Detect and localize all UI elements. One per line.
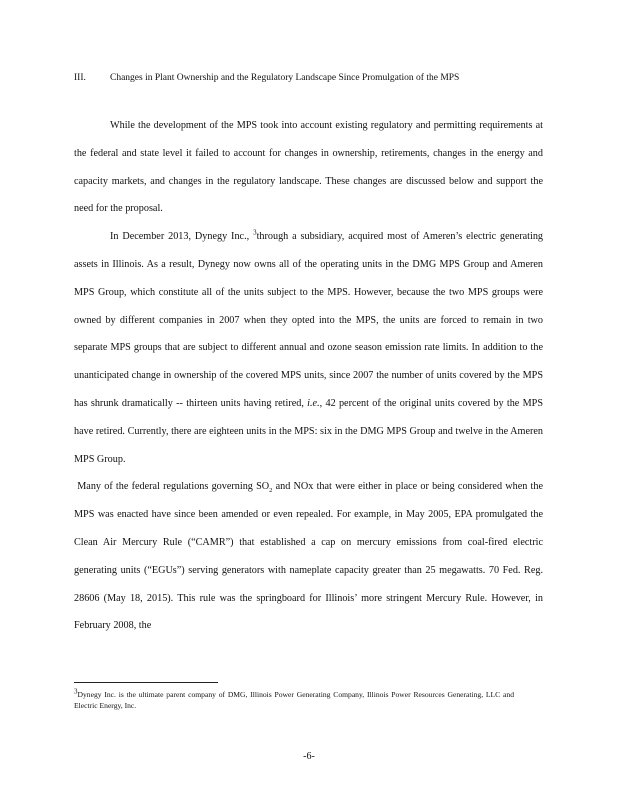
footnote-text: Dynegy Inc. is the ultimate parent company of DMG, Illinois Power Generating Company, Illinois Power Resources Generating, LLC and Electric Energy, Inc. [74,690,514,710]
paragraph-dynegy-text-end: , 42 percent of the original units covered by the MPS have retired. Currently, there are eighteen units in the MPS: six in the DMG MPS Group and twelve in the Ameren MPS Group. [74,397,543,465]
paragraph-dynegy-text-start: In December 2013, Dynegy Inc., [110,231,254,243]
section-title: Changes in Plant Ownership and the Regulatory Landscape Since Promulgation of the MPS [110,73,460,83]
footnote-reference: 3 [253,228,257,237]
section-number: III. [74,73,86,83]
paragraph-federal-regulations [74,473,543,640]
paragraph-federal-text-end: and NOx that were either in place or being considered when the MPS was enacted have since been amended or even repealed. For example, in May 2005, EPA promulgated the Clean Air Mercury Rule (“CAMR”) that established a cap on mercury emissions from coal-fired electric generating units (“EGUs”) serving generators with nameplate capacity greater than 25 megawatts. 70 Fed. Reg. 28606 (May 18, 2015). This rule was the springboard for Illinois’ more stringent Mercury Rule. However, in February 2008, the [74,481,544,632]
footnote-marker: 3 [74,687,78,696]
paragraph-dynegy [74,223,543,473]
body-text [74,112,543,640]
paragraph-dynegy-text-middle: through a subsidiary, acquired most of Ameren’s electric generating assets in Illinois. As a result, Dynegy now owns all of the operating units in the DMG MPS Group and Ameren MPS Group, which constitute all of the units subject to the MPS. However, because the two MPS groups were owned by different companies in 2007 when they opted into the MPS, the units are forced to remain in two separate MPS groups that are subject to different annual and ozone season emission rate limits. In addition to the unanticipated change in ownership of the covered MPS units, since 2007 the number of units covered by the MPS has shrunk dramatically -- thirteen units having retired, [74,231,544,409]
page-number: -6- [303,751,315,762]
footnote [74,689,514,711]
paragraph-federal-text-start: Many of the federal regulations governing SO [77,481,270,493]
paragraph-intro-text: While the development of the MPS took into account existing regulatory and permitting requirements at the federal and state level it failed to account for changes in ownership, retirements, changes in the energy and capacity markets, and changes in the regulatory landscape. These changes are discussed below and support the need for the proposal. [74,120,543,215]
footnote-divider [74,682,218,683]
paragraph-dynegy-italic: i.e. [307,397,320,409]
so2-subscript: 2 [269,487,273,495]
paragraph-intro [74,112,543,223]
